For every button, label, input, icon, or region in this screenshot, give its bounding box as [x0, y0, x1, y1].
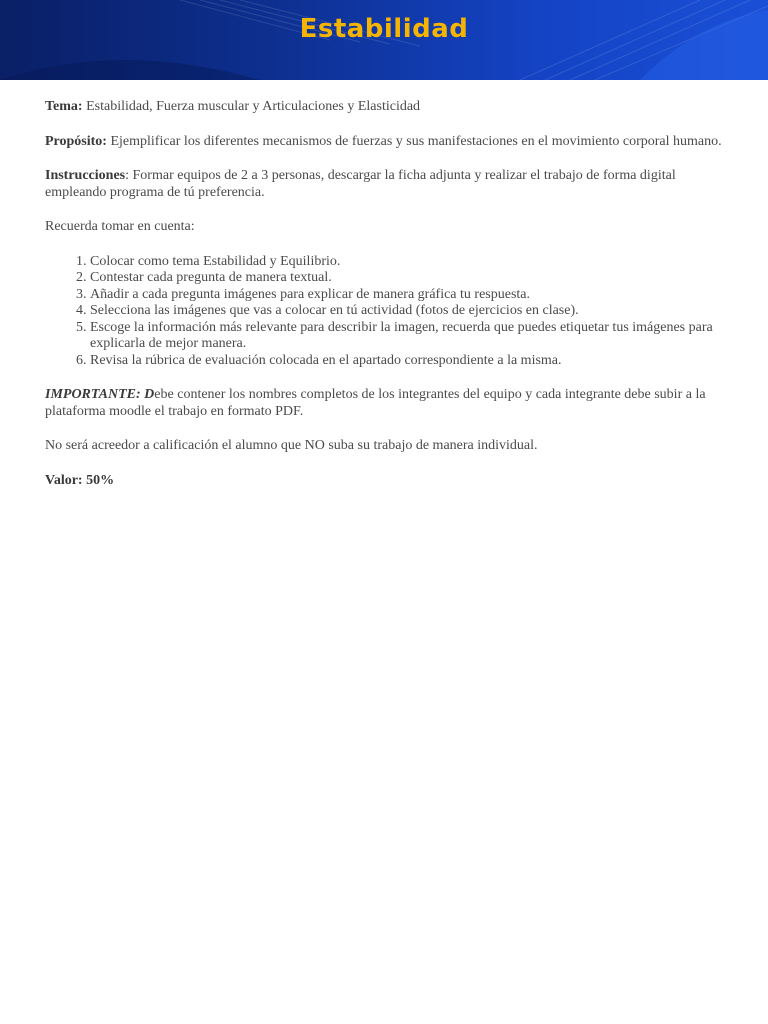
list-item: 6. Revisa la rúbrica de evaluación colocada en el apartado correspondiente a la misma. — [90, 353, 725, 370]
tema-paragraph — [45, 99, 725, 116]
importante-text: ebe contener los nombres completos de los integrantes del equipo y cada integrante debe subir a la plataforma moodle el trabajo en formato PDF. — [45, 387, 706, 419]
instructions-list — [45, 254, 725, 370]
instrucciones-paragraph — [45, 168, 725, 201]
list-item: 2. Contestar cada pregunta de manera textual. — [90, 270, 725, 287]
proposito-text: Ejemplificar los diferentes mecanismos de fuerzas y sus manifestaciones en el movimiento corporal humano. — [106, 133, 722, 149]
instrucciones-label: Instrucciones — [45, 168, 126, 183]
document-body — [45, 99, 725, 507]
list-item: 3. Añadir a cada pregunta imágenes para explicar de manera gráfica tu respuesta. — [90, 287, 725, 304]
header-banner — [0, 0, 768, 80]
list-item: 4. Selecciona las imágenes que vas a colocar en tú actividad (fotos de ejercicios en clase). — [90, 303, 725, 320]
tema-label: Tema: — [45, 99, 83, 114]
recuerda-paragraph: Recuerda tomar en cuenta: — [45, 219, 195, 234]
list-item: 1. Colocar como tema Estabilidad y Equilibrio. — [90, 254, 725, 271]
importante-paragraph — [45, 387, 725, 420]
proposito-paragraph — [45, 134, 725, 151]
instrucciones-text: : Formar equipos de 2 a 3 personas, descargar la ficha adjunta y realizar el trabajo de forma digital empleando programa de tú preferencia. — [45, 168, 676, 200]
nota-paragraph: No será acreedor a calificación el alumno que NO suba su trabajo de manera individual. — [45, 438, 538, 453]
list-item: 5. Escoge la información más relevante para describir la imagen, recuerda que puedes etiquetar tus imágenes para explicarla de mejor manera. — [90, 320, 725, 353]
page-title: Estabilidad — [299, 14, 469, 44]
valor-paragraph — [45, 473, 725, 490]
importante-label: IMPORTANTE: D — [45, 387, 155, 402]
valor-label: Valor: 50% — [45, 472, 115, 488]
tema-text: Estabilidad, Fuerza muscular y Articulaciones y Elasticidad — [82, 99, 421, 114]
proposito-label: Propósito: — [45, 133, 107, 149]
